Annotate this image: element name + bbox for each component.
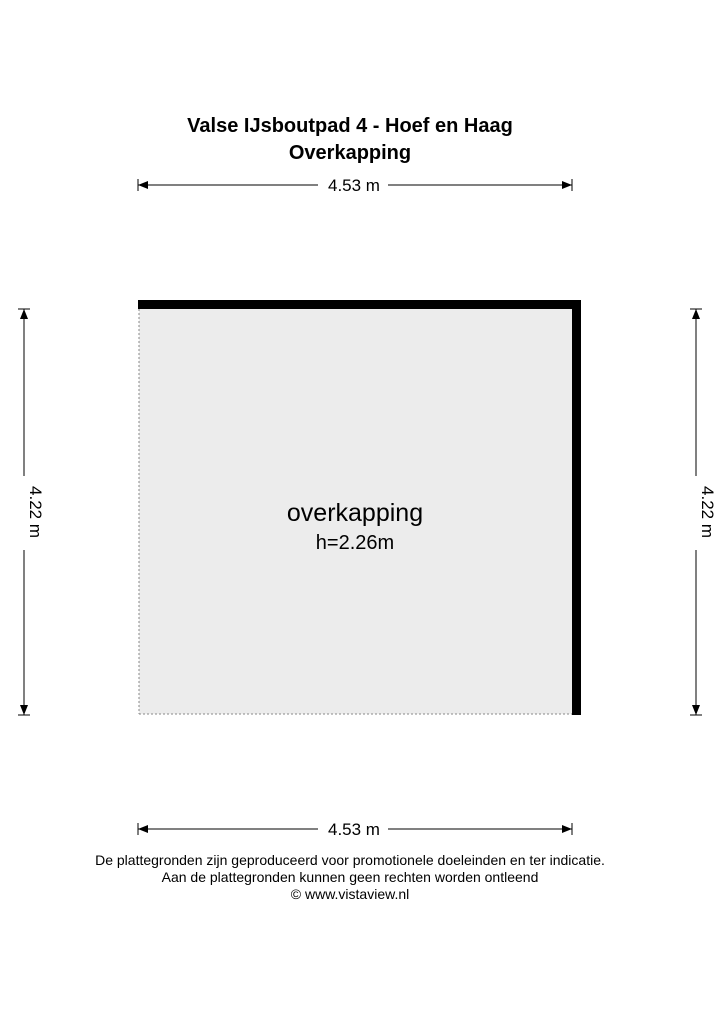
plan-title: Valse IJsboutpad 4 - Hoef en Haag — [187, 115, 513, 137]
dimension-top-label: 4.53 m — [328, 176, 380, 195]
dimension-right-label: 4.22 m — [698, 486, 717, 538]
wall-top — [138, 300, 581, 309]
disclaimer-line-3: © www.vistaview.nl — [290, 886, 410, 902]
dimension-left-label: 4.22 m — [26, 486, 45, 538]
room-name: overkapping — [286, 499, 424, 527]
dimension-bottom-label: 4.53 m — [328, 820, 380, 839]
dimension-bottom — [138, 820, 572, 839]
room-height: h=2.26m — [315, 532, 395, 554]
dimension-top — [138, 176, 572, 195]
disclaimer-line-2: Aan de plattegronden kunnen geen rechten worden ontleend — [161, 869, 539, 885]
floor-name: Overkapping — [288, 142, 412, 164]
dimension-left — [18, 309, 45, 715]
dimension-right — [690, 309, 717, 715]
disclaimer-line-1: De plattegronden zijn geproduceerd voor promotionele doeleinden en ter indicatie. — [95, 852, 605, 868]
wall-right — [572, 300, 581, 715]
